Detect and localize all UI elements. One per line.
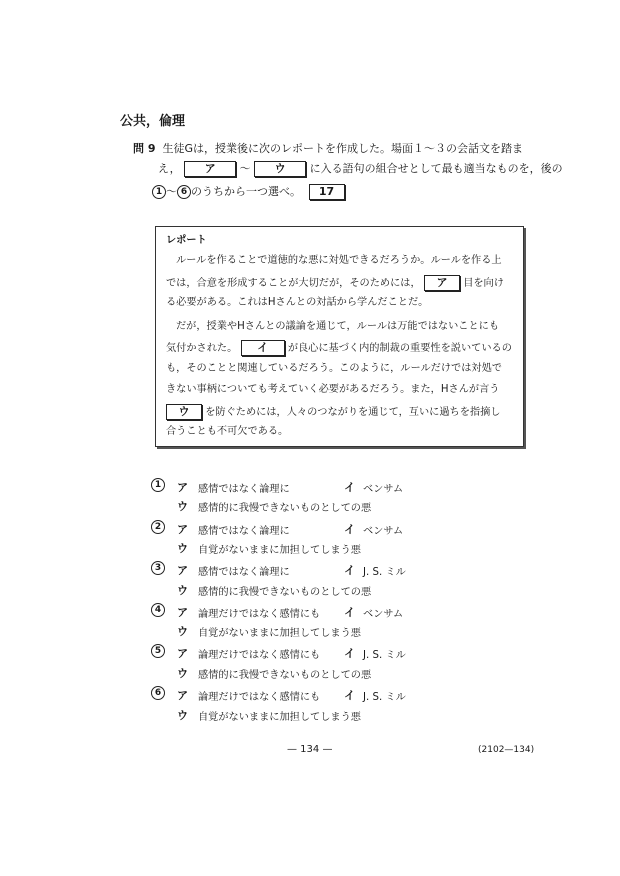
option-number-icon: 4 (151, 603, 165, 617)
option-text-a: 論理だけではなく感情にも (198, 650, 321, 661)
report-blank-u: ウ (166, 404, 202, 420)
option-label-a: ア (177, 564, 188, 577)
option-number-icon: 5 (151, 644, 165, 658)
option-label-i: イ (344, 689, 355, 702)
page-number: — 134 — (287, 744, 333, 755)
option-number-icon: 2 (151, 520, 165, 534)
report-p2-line2-post: が良心に基づく内的制裁の重要性を説いているの (287, 343, 512, 354)
page-code: (2102—134) (478, 745, 535, 755)
option-text-u: 自覚がないままに加担してしまう悪 (198, 628, 361, 639)
question-text-2-suffix: に入る語句の組合せとして最も適当なものを，後の (309, 162, 563, 175)
report-p1-line2-post: 目を向け (463, 278, 504, 289)
option-label-i: イ (344, 523, 355, 536)
question-line-2 (158, 161, 563, 177)
report-p2-line6: 合うことも不可欠である。 (166, 426, 289, 437)
option-label-u: ウ (177, 625, 188, 638)
option-number-icon: 1 (151, 478, 165, 492)
option-text-i: J. S. ミル (363, 692, 406, 703)
report-p1-line2-pre: では，合意を形成することが大切だが，そのためには， (166, 278, 421, 289)
range-tilde: ～ (166, 185, 177, 198)
option-text-u: 自覚がないままに加担してしまう悪 (198, 545, 361, 556)
report-p2-line1: だが，授業やHさんとの議論を通じて，ルールは万能ではないことにも (176, 321, 500, 332)
option-label-u: ウ (177, 500, 188, 513)
option-label-i: イ (344, 647, 355, 660)
blank-box-a: ア (184, 161, 236, 177)
option-text-i: ベンサム (363, 609, 404, 620)
answer-number-box: 17 (309, 184, 345, 200)
question-text-1: 生徒Gは，授業後に次のレポートを作成した。場面１～３の会話文を踏ま (162, 142, 524, 155)
option-label-a: ア (177, 523, 188, 536)
option-label-i: イ (344, 481, 355, 494)
option-label-a: ア (177, 647, 188, 660)
option-text-i: ベンサム (363, 526, 404, 537)
report-blank-a: ア (424, 275, 460, 291)
option-text-u: 感情的に我慢できないものとしての悪 (198, 503, 372, 514)
question-line-1 (133, 142, 523, 156)
option-text-a: 論理だけではなく感情にも (198, 692, 321, 703)
report-p2-line2-pre: 気付かされた。 (166, 343, 238, 354)
option-text-u: 感情的に我慢できないものとしての悪 (198, 587, 372, 598)
report-p2-line2 (166, 340, 512, 356)
choice-circle-1-icon: 1 (152, 185, 166, 199)
report-blank-i: イ (241, 340, 285, 356)
choice-circle-6-icon: 6 (177, 185, 191, 199)
option-label-a: ア (177, 481, 188, 494)
option-text-i: J. S. ミル (363, 567, 406, 578)
option-text-u: 感情的に我慢できないものとしての悪 (198, 670, 372, 681)
option-label-u: ウ (177, 542, 188, 555)
question-line-3 (152, 184, 345, 200)
report-p2-line5-post: を防ぐためには，人々のつながりを通じて，互いに過ちを指摘し (205, 407, 501, 418)
option-label-i: イ (344, 606, 355, 619)
report-p1-line2 (166, 275, 504, 291)
option-text-a: 感情ではなく論理に (198, 567, 290, 578)
question-text-3: のうちから一つ選べ。 (191, 185, 301, 198)
report-p2-line4: きない事柄についても考えていく必要があるだろう。また，Hさんが言う (166, 384, 500, 395)
question-text-2-prefix: え， (158, 162, 181, 175)
option-label-u: ウ (177, 709, 188, 722)
option-label-u: ウ (177, 584, 188, 597)
section-title: 公共，倫理 (120, 114, 186, 129)
report-p1-line1: ルールを作ることで道徳的な悪に対処できるだろうか。ルールを作る上 (176, 255, 502, 266)
report-p2-line5 (166, 404, 500, 420)
option-text-a: 論理だけではなく感情にも (198, 609, 321, 620)
option-text-a: 感情ではなく論理に (198, 484, 290, 495)
option-text-u: 自覚がないままに加担してしまう悪 (198, 712, 361, 723)
option-text-i: ベンサム (363, 484, 404, 495)
option-label-i: イ (344, 564, 355, 577)
question-number: 問 9 (133, 142, 156, 155)
report-p1-line3: る必要がある。これはHさんとの対話から学んだことだ。 (166, 297, 429, 308)
option-label-a: ア (177, 689, 188, 702)
option-number-icon: 3 (151, 561, 165, 575)
option-number-icon: 6 (151, 686, 165, 700)
option-text-i: J. S. ミル (363, 650, 406, 661)
option-label-a: ア (177, 606, 188, 619)
report-title: レポート (166, 235, 207, 246)
blank-box-u: ウ (254, 161, 306, 177)
tilde: ～ (239, 162, 251, 175)
report-p2-line3: も，そのことと関連しているだろう。このように，ルールだけでは対処で (166, 363, 502, 374)
option-text-a: 感情ではなく論理に (198, 526, 290, 537)
option-label-u: ウ (177, 667, 188, 680)
